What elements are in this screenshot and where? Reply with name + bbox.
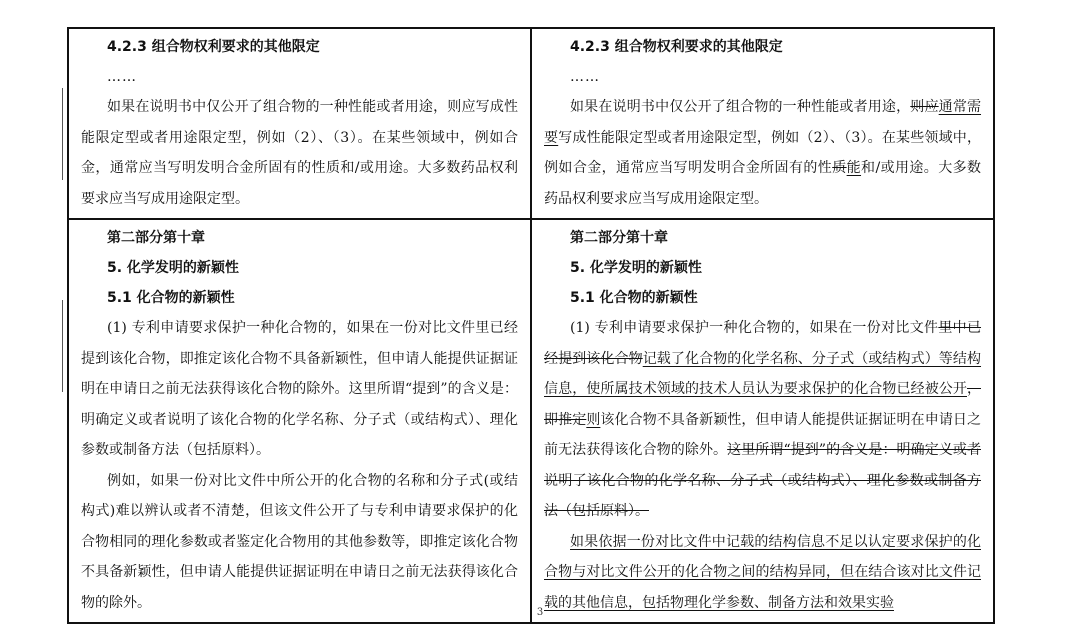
deleted-text: ，即推定 <box>544 381 981 428</box>
text-run: 该化合物不具备新颖性，但申请人能提供证据证明在申请日之前无法获得该化合物的除外。 <box>544 411 982 458</box>
paragraph <box>544 92 981 214</box>
paragraph: (1) 专利申请要求保护一种化合物的，如果在一份对比文件里已经提到该化合物，即推定该化合物不具备新颖性，但申请人能提供证据证明在申请日之前无法获得该化合物的除外。这里所谓“提到”的含义是：明确定义或者说明了该化合物的化学名称、分子式（或结构式）、理化参数或制备方法（包括原料）。 <box>81 320 518 458</box>
inserted-text: 能 <box>846 160 862 176</box>
ellipsis: …… <box>107 69 137 85</box>
inserted-text: 记载了化合物的化学名称、分子式（或结构式）等结构信息，使所属技术领域的技术人员认为要求保护的化合物已经被公开 <box>544 350 982 397</box>
section-heading: 5. 化学发明的新颖性 <box>107 260 239 276</box>
text-run: 和/或用途。大多数药品权利要求应当写成用途限定型。 <box>544 160 982 207</box>
chapter-heading: 第二部分第十章 <box>570 230 668 246</box>
page-number: 3 <box>536 607 544 618</box>
deleted-text: 这里所谓“提到”的含义是：明确定义或者说明了该化合物的化学名称、分子式（或结构式）、理化参数或制备方法（包括原料）。 <box>544 442 981 519</box>
section-heading: 4.2.3 组合物权利要求的其他限定 <box>107 39 320 55</box>
revision-bar <box>62 88 63 180</box>
comparison-table <box>67 27 995 624</box>
revised-cell <box>531 28 994 219</box>
inserted-text: 则 <box>586 411 601 428</box>
deleted-text: 则应 <box>910 99 939 115</box>
paragraph: 例如，如果一份对比文件中所公开的化合物的名称和分子式(或结构式)难以辨认或者不清楚，但该文件公开了与专利申请要求保护的化合物相同的理化参数或者鉴定化合物用的其他参数等，即推定该化合物不具备新颖性，但申请人能提供证据证明在申请日之前无法获得该化合物的除外。 <box>81 472 518 611</box>
ellipsis: …… <box>570 69 600 85</box>
original-cell <box>68 219 531 623</box>
inserted-text: 通常需要 <box>544 99 982 146</box>
text-run: (1) 专利申请要求保护一种化合物的，如果在一份对比文件 <box>570 320 939 336</box>
section-heading: 4.2.3 组合物权利要求的其他限定 <box>570 39 783 55</box>
deleted-text: 里中已经提到该化合物 <box>544 320 982 367</box>
section-heading: 5. 化学发明的新颖性 <box>570 260 702 276</box>
chapter-heading: 第二部分第十章 <box>107 230 205 246</box>
original-cell <box>68 28 531 219</box>
text-run: 写成性能限定型或者用途限定型，例如（2）、（3）。在某些领域中，例如合金，通常应当写明发明合金所固有的性 <box>544 129 981 176</box>
subsection-heading: 5.1 化合物的新颖性 <box>570 290 698 306</box>
table-row <box>68 219 994 623</box>
text-run: 如果在说明书中仅公开了组合物的一种性能或者用途， <box>570 99 911 115</box>
table-row <box>68 28 994 219</box>
revision-bar <box>62 300 63 392</box>
deleted-text: 质 <box>832 160 847 176</box>
revised-cell <box>531 219 994 623</box>
subsection-heading: 5.1 化合物的新颖性 <box>107 290 235 306</box>
paragraph <box>544 527 981 619</box>
paragraph <box>544 313 981 527</box>
inserted-text: 如果依据一份对比文件中记载的结构信息不足以认定要求保护的化合物与对比文件公开的化合物之间的结构异同，但在结合该对比文件记载的其他信息，包括物理化学参数、制备方法和效果实验 <box>544 533 981 611</box>
paragraph: 如果在说明书中仅公开了组合物的一种性能或者用途，则应写成性能限定型或者用途限定型，例如（2）、（3）。在某些领域中，例如合金，通常应当写明发明合金所固有的性质和/或用途。大多数药品权利要求应当写成用途限定型。 <box>81 99 518 207</box>
